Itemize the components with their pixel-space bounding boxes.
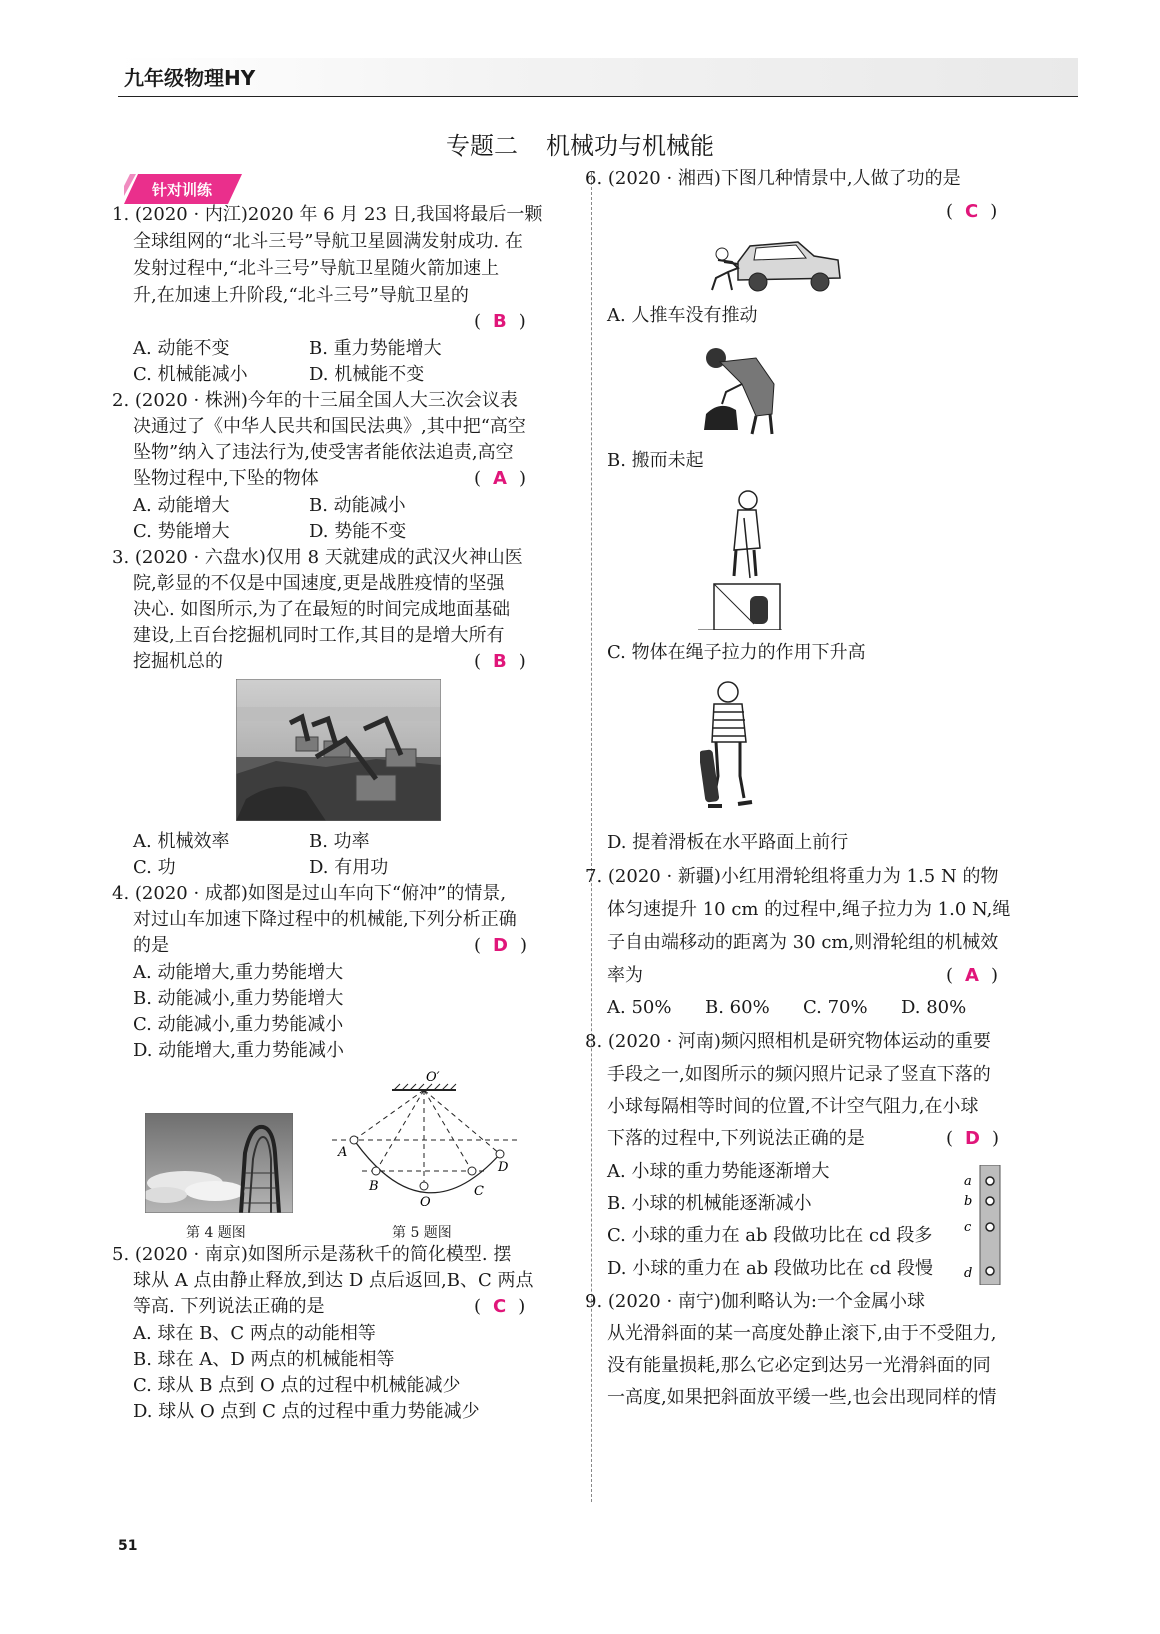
- label-d: D: [498, 1160, 509, 1175]
- option: B. 小球的机械能逐渐减小: [607, 1193, 812, 1214]
- answer-bracket: ( C ): [946, 201, 998, 222]
- question-line: 下落的过程中,下列说法正确的是: [607, 1128, 865, 1149]
- label-b: B: [369, 1179, 379, 1194]
- figure-caption: 第 4 题图: [186, 1225, 246, 1241]
- option: A. 动能增大: [133, 495, 230, 516]
- question-line: 小球每隔相等时间的位置,不计空气阻力,在小球: [607, 1096, 979, 1117]
- label-a: A: [338, 1145, 348, 1160]
- option: A. 人推车没有推动: [607, 305, 758, 326]
- question-line: 坠物”纳入了违法行为,使受害者能依法追责,高空: [133, 442, 514, 463]
- question-line: 9. (2020 · 南宁)伽利略认为:一个金属小球: [585, 1291, 925, 1312]
- question-line: 院,彰显的不仅是中国速度,更是战胜疫情的坚强: [133, 573, 505, 594]
- option: A. 动能不变: [133, 338, 230, 359]
- question-line: 决通过了《中华人民共和国民法典》,其中把“高空: [133, 416, 526, 437]
- push-car-illustration: [708, 232, 843, 298]
- option: A. 球在 B、C 两点的动能相等: [133, 1323, 376, 1344]
- option: B. 动能减小: [309, 495, 406, 516]
- option: C. 势能增大: [133, 521, 230, 542]
- question-line: 对过山车加速下降过程中的机械能,下列分析正确: [133, 909, 517, 930]
- option: B. 功率: [309, 831, 370, 852]
- option: D. 小球的重力在 ab 段做功比在 cd 段慢: [607, 1258, 933, 1279]
- question-line: 3. (2020 · 六盘水)仅用 8 天就建成的武汉火神山医: [112, 547, 523, 568]
- option: D. 动能增大,重力势能减小: [133, 1040, 344, 1061]
- question-line: 4. (2020 · 成都)如图是过山车向下“俯冲”的情景,: [112, 883, 507, 904]
- option: D. 提着滑板在水平路面上前行: [607, 832, 849, 853]
- option: A. 50%: [607, 997, 672, 1018]
- option: A. 小球的重力势能逐渐增大: [607, 1161, 830, 1182]
- question-line: 的是: [133, 935, 169, 956]
- option: A. 动能增大,重力势能增大: [133, 962, 344, 983]
- option: B. 动能减小,重力势能增大: [133, 988, 344, 1009]
- answer: D: [965, 1128, 980, 1149]
- question-line: 全球组网的“北斗三号”导航卫星圆满发射成功. 在: [133, 231, 523, 252]
- question-line: 没有能量损耗,那么它必定到达另一光滑斜面的同: [607, 1355, 991, 1376]
- option: B. 60%: [705, 997, 770, 1018]
- answer-bracket: ( B ): [474, 651, 526, 672]
- option: D. 势能不变: [309, 521, 407, 542]
- answer: B: [493, 651, 507, 672]
- option: C. 功: [133, 857, 176, 878]
- question-line: 决心. 如图所示,为了在最短的时间完成地面基础: [133, 599, 511, 620]
- question-line: 升,在加速上升阶段,“北斗三号”导航卫星的: [133, 285, 469, 306]
- option: D. 80%: [901, 997, 967, 1018]
- strip-label-c: c: [964, 1220, 972, 1235]
- answer: A: [493, 468, 507, 489]
- strip-label-d: d: [964, 1266, 973, 1281]
- header-bar: [118, 58, 1078, 97]
- option: D. 球从 O 点到 C 点的过程中重力势能减少: [133, 1401, 480, 1422]
- question-line: 手段之一,如图所示的频闪照片记录了竖直下落的: [607, 1064, 991, 1085]
- option: C. 物体在绳子拉力的作用下升高: [607, 642, 866, 663]
- answer: C: [965, 201, 979, 222]
- topic-title: [0, 126, 1160, 161]
- rope-pulley-illustration: [694, 488, 782, 630]
- practice-badge: [124, 174, 242, 204]
- question-line: 从光滑斜面的某一高度处静止滚下,由于不受阻力,: [607, 1323, 997, 1344]
- answer-bracket: ( B ): [474, 311, 526, 332]
- question-line: 坠物过程中,下坠的物体: [133, 468, 319, 489]
- question-line: 挖掘机总的: [133, 651, 223, 672]
- question-line: 1. (2020 · 内江)2020 年 6 月 23 日,我国将最后一颗: [112, 204, 543, 225]
- option: D. 有用功: [309, 857, 389, 878]
- question-line: 6. (2020 · 湘西)下图几种情景中,人做了功的是: [585, 168, 961, 189]
- lift-not-raise-illustration: [686, 344, 790, 436]
- answer: D: [493, 935, 508, 956]
- answer-bracket: ( A ): [474, 468, 526, 489]
- answer: C: [493, 1296, 507, 1317]
- label-c: C: [474, 1184, 484, 1199]
- option: B. 球在 A、D 两点的机械能相等: [133, 1349, 395, 1370]
- option: B. 重力势能增大: [309, 338, 442, 359]
- question-line: 率为: [607, 965, 643, 986]
- option: C. 小球的重力在 ab 段做功比在 cd 段多: [607, 1225, 933, 1246]
- question-line: 8. (2020 · 河南)频闪照相机是研究物体运动的重要: [585, 1031, 991, 1052]
- option: C. 动能减小,重力势能减小: [133, 1014, 344, 1035]
- question-line: 建设,上百台挖掘机同时工作,其目的是增大所有: [133, 625, 505, 646]
- option: C. 70%: [803, 997, 868, 1018]
- question-line: 等高. 下列说法正确的是: [133, 1296, 325, 1317]
- strip-label-a: a: [964, 1174, 972, 1189]
- pendulum-diagram: [332, 1068, 522, 1218]
- page-number: 51: [118, 1538, 138, 1554]
- question-line: 发射过程中,“北斗三号”导航卫星随火箭加速上: [133, 258, 500, 279]
- excavator-photo: [236, 679, 441, 821]
- topic-name: 机械功与机械能: [546, 132, 714, 160]
- answer: A: [965, 965, 979, 986]
- question-line: 体匀速提升 10 cm 的过程中,绳子拉力为 1.0 N,绳: [607, 899, 1011, 920]
- question-line: 子自由端移动的距离为 30 cm,则滑轮组的机械效: [607, 932, 999, 953]
- option: A. 机械效率: [133, 831, 230, 852]
- question-line: 一高度,如果把斜面放平缓一些,也会出现同样的情: [607, 1387, 997, 1408]
- answer-bracket: ( D ): [474, 935, 528, 956]
- carry-skateboard-illustration: [700, 680, 760, 816]
- label-o-prime: O′: [426, 1070, 440, 1085]
- strip-label-b: b: [964, 1194, 973, 1209]
- answer: B: [493, 311, 507, 332]
- topic-label: 专题二: [446, 132, 518, 160]
- badge-text: 针对训练: [151, 181, 213, 199]
- question-line: 7. (2020 · 新疆)小红用滑轮组将重力为 1.5 N 的物: [585, 866, 999, 887]
- figure-caption: 第 5 题图: [392, 1225, 452, 1241]
- roller-coaster-photo: [145, 1113, 293, 1213]
- header-title: 九年级物理HY: [124, 66, 256, 90]
- flash-photo-strip: [958, 1165, 1008, 1285]
- question-line: 2. (2020 · 株洲)今年的十三届全国人大三次会议表: [112, 390, 518, 411]
- option: C. 机械能减小: [133, 364, 248, 385]
- option: C. 球从 B 点到 O 点的过程中机械能减少: [133, 1375, 461, 1396]
- question-line: 球从 A 点由静止释放,到达 D 点后返回,B、C 两点: [133, 1270, 534, 1291]
- answer-bracket: ( D ): [946, 1128, 1000, 1149]
- answer-bracket: ( C ): [474, 1296, 526, 1317]
- option: B. 搬而未起: [607, 450, 704, 471]
- answer-bracket: ( A ): [946, 965, 998, 986]
- option: D. 机械能不变: [309, 364, 425, 385]
- question-line: 5. (2020 · 南京)如图所示是荡秋千的简化模型. 摆: [112, 1244, 512, 1265]
- label-o: O: [420, 1195, 431, 1210]
